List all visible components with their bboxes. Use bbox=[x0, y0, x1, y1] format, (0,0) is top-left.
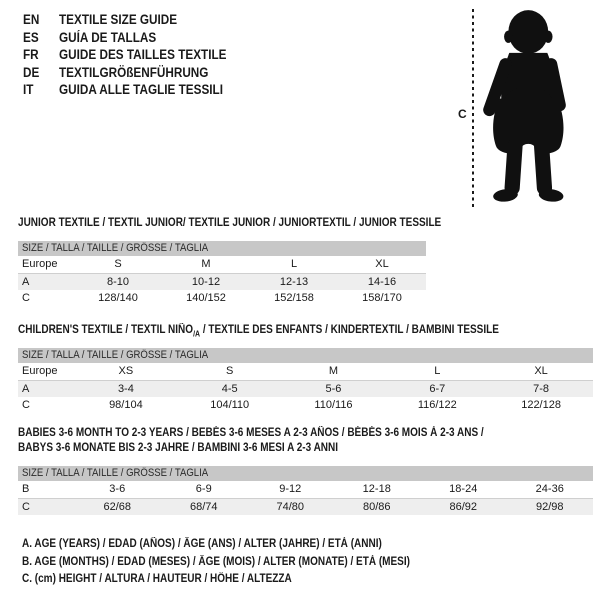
height-cell: 92/98 bbox=[535, 501, 564, 513]
lang-row-es bbox=[23, 29, 252, 47]
lang-row-it bbox=[23, 81, 252, 99]
children-size-header-band: SIZE / TALLA / TAILLE / GRÖSSE / TAGLIA bbox=[18, 348, 593, 363]
row-label: A bbox=[22, 276, 30, 288]
age-cell: 8-10 bbox=[106, 276, 130, 288]
legend-footnotes bbox=[22, 536, 468, 589]
height-cell: 110/116 bbox=[314, 399, 353, 411]
height-cell: 80/86 bbox=[362, 501, 391, 513]
babies-table-title-line1: BABIES 3-6 MONTH TO 2-3 YEARS / BEBÉS 3-6 MESES A 2-3 AÑOS / BÉBÉS 3-6 MOIS À 2-3 ANS / bbox=[18, 427, 484, 439]
size-cell: M bbox=[201, 258, 211, 270]
junior-row-height bbox=[18, 290, 426, 306]
lang-code-de: DE bbox=[23, 64, 40, 80]
lang-code-it: IT bbox=[23, 82, 34, 98]
babies-size-table bbox=[18, 426, 593, 515]
height-cell: 122/128 bbox=[521, 399, 561, 411]
footnote-b: B. AGE (MONTHS) / EDAD (MESES) / ÂGE (MOIS) / ALTER (MONATE) / ETÀ (MESI) bbox=[22, 555, 410, 568]
age-cell: 5-6 bbox=[325, 383, 342, 395]
children-size-table bbox=[18, 323, 593, 413]
junior-size-table bbox=[18, 216, 442, 306]
height-cell: 62/68 bbox=[103, 501, 132, 513]
row-label: C bbox=[22, 501, 30, 513]
age-cell: 3-6 bbox=[109, 483, 126, 495]
row-label: A bbox=[22, 383, 30, 395]
row-label: Europe bbox=[22, 258, 58, 270]
footnote-a: A. AGE (YEARS) / EDAD (AÑOS) / ÂGE (ANS) / ALTER (JAHRE) / ETÀ (ANNI) bbox=[22, 538, 382, 550]
babies-table-title-line2: BABYS 3-6 MONATE BIS 2-3 JAHRE / BAMBINI 3-6 MESI A 2-3 ANNI bbox=[18, 442, 339, 454]
age-cell: 6-7 bbox=[429, 383, 446, 395]
lang-title-fr: GUIDE DES TAILLES TEXTILE bbox=[59, 47, 227, 63]
lang-code-en: EN bbox=[23, 12, 40, 27]
height-cell: 116/122 bbox=[417, 399, 457, 411]
age-cell: 3-4 bbox=[117, 383, 134, 395]
height-cell: 74/80 bbox=[276, 501, 305, 513]
row-label: Europe bbox=[22, 365, 58, 377]
height-dashed-line bbox=[472, 9, 474, 207]
age-cell: 24-36 bbox=[535, 483, 564, 495]
lang-code-es: ES bbox=[23, 29, 39, 45]
lang-title-en: TEXTILE SIZE GUIDE bbox=[59, 12, 178, 27]
size-cell: L bbox=[290, 258, 298, 270]
age-cell: 12-18 bbox=[362, 483, 391, 495]
footnote-c: C. (cm) HEIGHT / ALTURA / HAUTEUR / HÖHE / ALTEZZA bbox=[22, 573, 292, 585]
height-cell: 98/104 bbox=[109, 399, 143, 411]
junior-table-title: JUNIOR TEXTILE / TEXTIL JUNIOR/ TEXTILE JUNIOR / JUNIORTEXTIL / JUNIOR TESSILE bbox=[18, 217, 442, 229]
age-cell: 18-24 bbox=[449, 483, 478, 495]
lang-title-es: GUÍA DE TALLAS bbox=[59, 29, 157, 45]
age-cell: 10-12 bbox=[191, 276, 221, 288]
height-measure-label: C bbox=[458, 107, 467, 121]
row-label: B bbox=[22, 483, 30, 495]
junior-row-europe bbox=[18, 256, 426, 274]
lang-title-de: TEXTILGRÖßENFÜHRUNG bbox=[59, 64, 209, 80]
height-cell: 104/110 bbox=[210, 399, 250, 411]
size-cell: XS bbox=[118, 365, 134, 377]
height-cell: 86/92 bbox=[449, 501, 478, 513]
babies-row-age bbox=[18, 481, 593, 499]
babies-row-height bbox=[18, 499, 593, 515]
size-cell: M bbox=[328, 365, 339, 377]
height-cell: 152/158 bbox=[274, 292, 314, 304]
lang-row-fr bbox=[23, 46, 252, 64]
language-header bbox=[23, 11, 252, 99]
age-cell: 9-12 bbox=[279, 483, 302, 495]
row-label: C bbox=[22, 399, 30, 411]
size-cell: L bbox=[434, 365, 441, 377]
height-cell: 128/140 bbox=[98, 292, 138, 304]
age-cell: 12-13 bbox=[279, 276, 309, 288]
size-cell: XL bbox=[534, 365, 548, 377]
height-cell: 140/152 bbox=[186, 292, 226, 304]
lang-title-it: GUIDA ALLE TAGLIE TESSILI bbox=[59, 82, 223, 98]
age-cell: 4-5 bbox=[221, 383, 238, 395]
junior-size-header-band: SIZE / TALLA / TAILLE / GRÖSSE / TAGLIA bbox=[18, 241, 426, 256]
children-row-age bbox=[18, 381, 593, 397]
babies-size-header-band: SIZE / TALLA / TAILLE / GRÖSSE / TAGLIA bbox=[18, 466, 593, 481]
children-row-europe bbox=[18, 363, 593, 381]
age-cell: 7-8 bbox=[533, 383, 550, 395]
size-cell: S bbox=[226, 365, 234, 377]
height-cell: 68/74 bbox=[189, 501, 218, 513]
age-cell: 6-9 bbox=[195, 483, 212, 495]
size-cell: XL bbox=[375, 258, 389, 270]
lang-row-en bbox=[23, 11, 252, 29]
children-row-height bbox=[18, 397, 593, 413]
junior-row-age bbox=[18, 274, 426, 290]
lang-code-fr: FR bbox=[23, 47, 39, 63]
lang-row-de bbox=[23, 64, 252, 82]
row-label: C bbox=[22, 292, 30, 304]
baby-silhouette-image bbox=[477, 6, 572, 210]
size-cell: S bbox=[114, 258, 122, 270]
children-table-title: CHILDREN'S TEXTILE / TEXTIL $NIÑO_{/A}$ / TEXTILE DES ENFANTS / KINDERTEXTIL / BAMBINI TESSILE bbox=[18, 324, 499, 339]
height-cell: 158/170 bbox=[362, 292, 402, 304]
age-cell: 14-16 bbox=[367, 276, 397, 288]
